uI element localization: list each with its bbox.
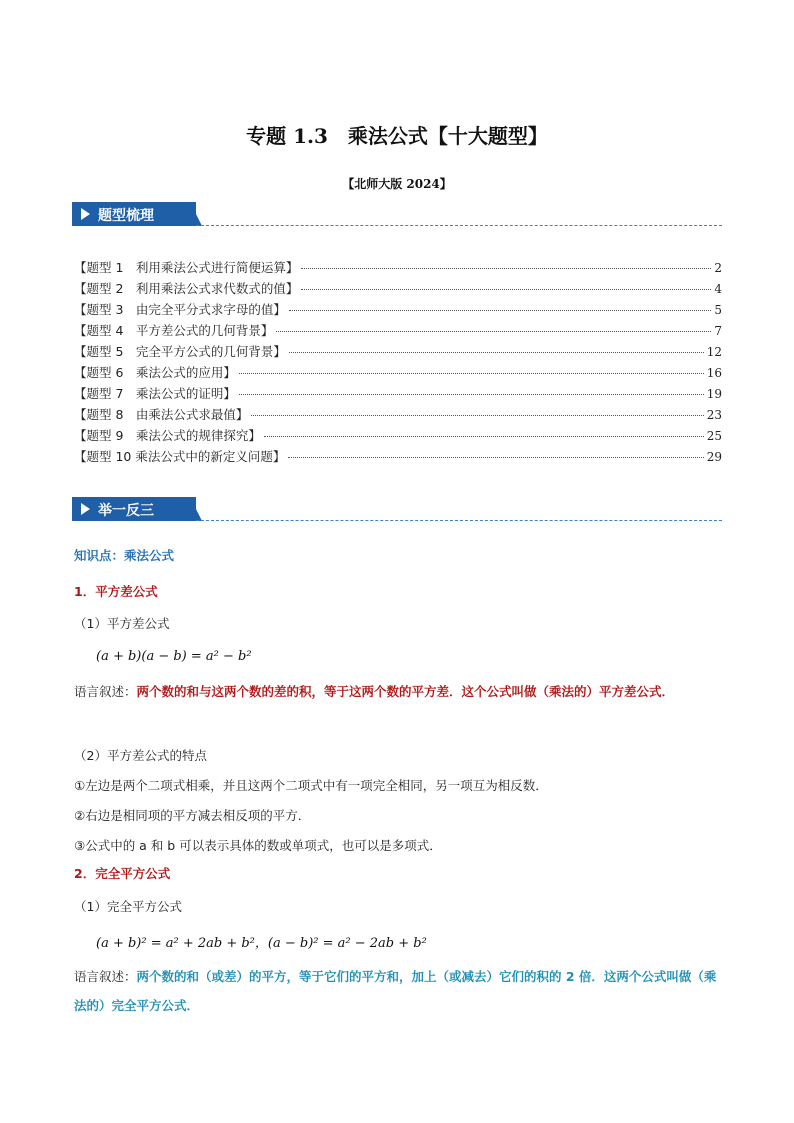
section-tab-slant	[190, 202, 202, 226]
dashed-divider	[196, 520, 722, 521]
toc-item[interactable]	[74, 321, 722, 342]
toc-item[interactable]	[74, 363, 722, 384]
toc-item[interactable]	[74, 447, 722, 468]
toc-leader	[289, 310, 711, 311]
section-title: 题型梳理	[98, 208, 154, 224]
knowledge-point-label: 知识点：乘法公式	[74, 548, 175, 563]
subheading-formula: （1）平方差公式	[74, 616, 170, 631]
statement-lead: 语言叙述：	[74, 969, 137, 984]
feature-point: ②右边是相同项的平方减去相反项的平方．	[74, 808, 311, 823]
toc-label: 【题型 6 乘法公式的应用】	[74, 365, 236, 380]
toc-item[interactable]	[74, 300, 722, 321]
section-header-toc	[72, 202, 722, 228]
heading-difference-of-squares: 1．平方差公式	[74, 584, 158, 599]
toc-item[interactable]	[74, 342, 722, 363]
toc-page: 7	[714, 324, 722, 338]
toc-label: 【题型 2 利用乘法公式求代数式的值】	[74, 281, 299, 296]
play-arrow-icon	[81, 503, 90, 515]
toc-leader	[239, 373, 704, 374]
statement-lead: 语言叙述：	[74, 684, 137, 699]
toc-label: 【题型 9 乘法公式的规律探究】	[74, 428, 261, 443]
section-title: 举一反三	[98, 503, 154, 519]
toc-page: 29	[706, 450, 722, 464]
toc-leader	[276, 331, 711, 332]
feature-point: ③公式中的 a 和 b 可以表示具体的数或单项式，也可以是多项式．	[74, 838, 442, 853]
toc-item[interactable]	[74, 405, 722, 426]
toc-label: 【题型 8 由乘法公式求最值】	[74, 407, 249, 422]
toc-leader	[301, 268, 711, 269]
formula-difference-of-squares: (a + b)(a − b) = a² − b²	[96, 649, 252, 664]
toc-page: 12	[706, 345, 722, 359]
subheading-formula: （1）完全平方公式	[74, 899, 182, 914]
toc-label: 【题型 4 平方差公式的几何背景】	[74, 323, 274, 338]
toc-label: 【题型 1 利用乘法公式进行简便运算】	[74, 260, 299, 275]
toc-page: 5	[714, 303, 722, 317]
toc-item[interactable]	[74, 426, 722, 447]
toc-page: 25	[706, 429, 722, 443]
statement-paragraph	[74, 962, 722, 1020]
toc-page: 2	[714, 261, 722, 275]
play-arrow-icon	[81, 208, 90, 220]
statement-body: 两个数的和（或差）的平方，等于它们的平方和，加上（或减去）它们的积的 2 倍．这两个公式叫做（乘法的）完全平方公式．	[74, 969, 717, 1013]
toc-page: 19	[706, 387, 722, 401]
toc-page: 23	[706, 408, 722, 422]
section-header-examples	[72, 497, 722, 523]
formula-perfect-square: (a + b)² = a² + 2ab + b²，(a − b)² = a² − 2ab + b²	[96, 936, 427, 951]
feature-point: ①左边是两个二项式相乘，并且这两个二项式中有一项完全相同，另一项互为相反数．	[74, 778, 548, 793]
toc-label: 【题型 5 完全平方公式的几何背景】	[74, 344, 286, 359]
table-of-contents	[74, 258, 722, 468]
section-tab-slant	[190, 497, 202, 521]
dashed-divider	[196, 225, 722, 226]
statement-body: 两个数的和与这两个数的差的积，等于这两个数的平方差．这个公式叫做（乘法的）平方差公式．	[136, 684, 675, 699]
toc-leader	[289, 352, 704, 353]
toc-leader	[301, 289, 711, 290]
toc-label: 【题型 3 由完全平分式求字母的值】	[74, 302, 286, 317]
toc-item[interactable]	[74, 258, 722, 279]
toc-item[interactable]	[74, 384, 722, 405]
heading-perfect-square: 2．完全平方公式	[74, 866, 171, 881]
toc-page: 16	[706, 366, 722, 380]
statement-paragraph	[74, 677, 722, 706]
toc-label: 【题型 7 乘法公式的证明】	[74, 386, 236, 401]
toc-leader	[264, 436, 704, 437]
toc-leader	[288, 457, 703, 458]
toc-leader	[251, 415, 703, 416]
page-title: 专题 1.3 乘法公式【十大题型】	[246, 124, 548, 148]
page-subtitle: 【北师大版 2024】	[342, 177, 452, 191]
toc-item[interactable]	[74, 279, 722, 300]
toc-label: 【题型 10 乘法公式中的新定义问题】	[74, 449, 286, 464]
toc-page: 4	[714, 282, 722, 296]
subheading-features: （2）平方差公式的特点	[74, 748, 207, 763]
toc-leader	[239, 394, 704, 395]
